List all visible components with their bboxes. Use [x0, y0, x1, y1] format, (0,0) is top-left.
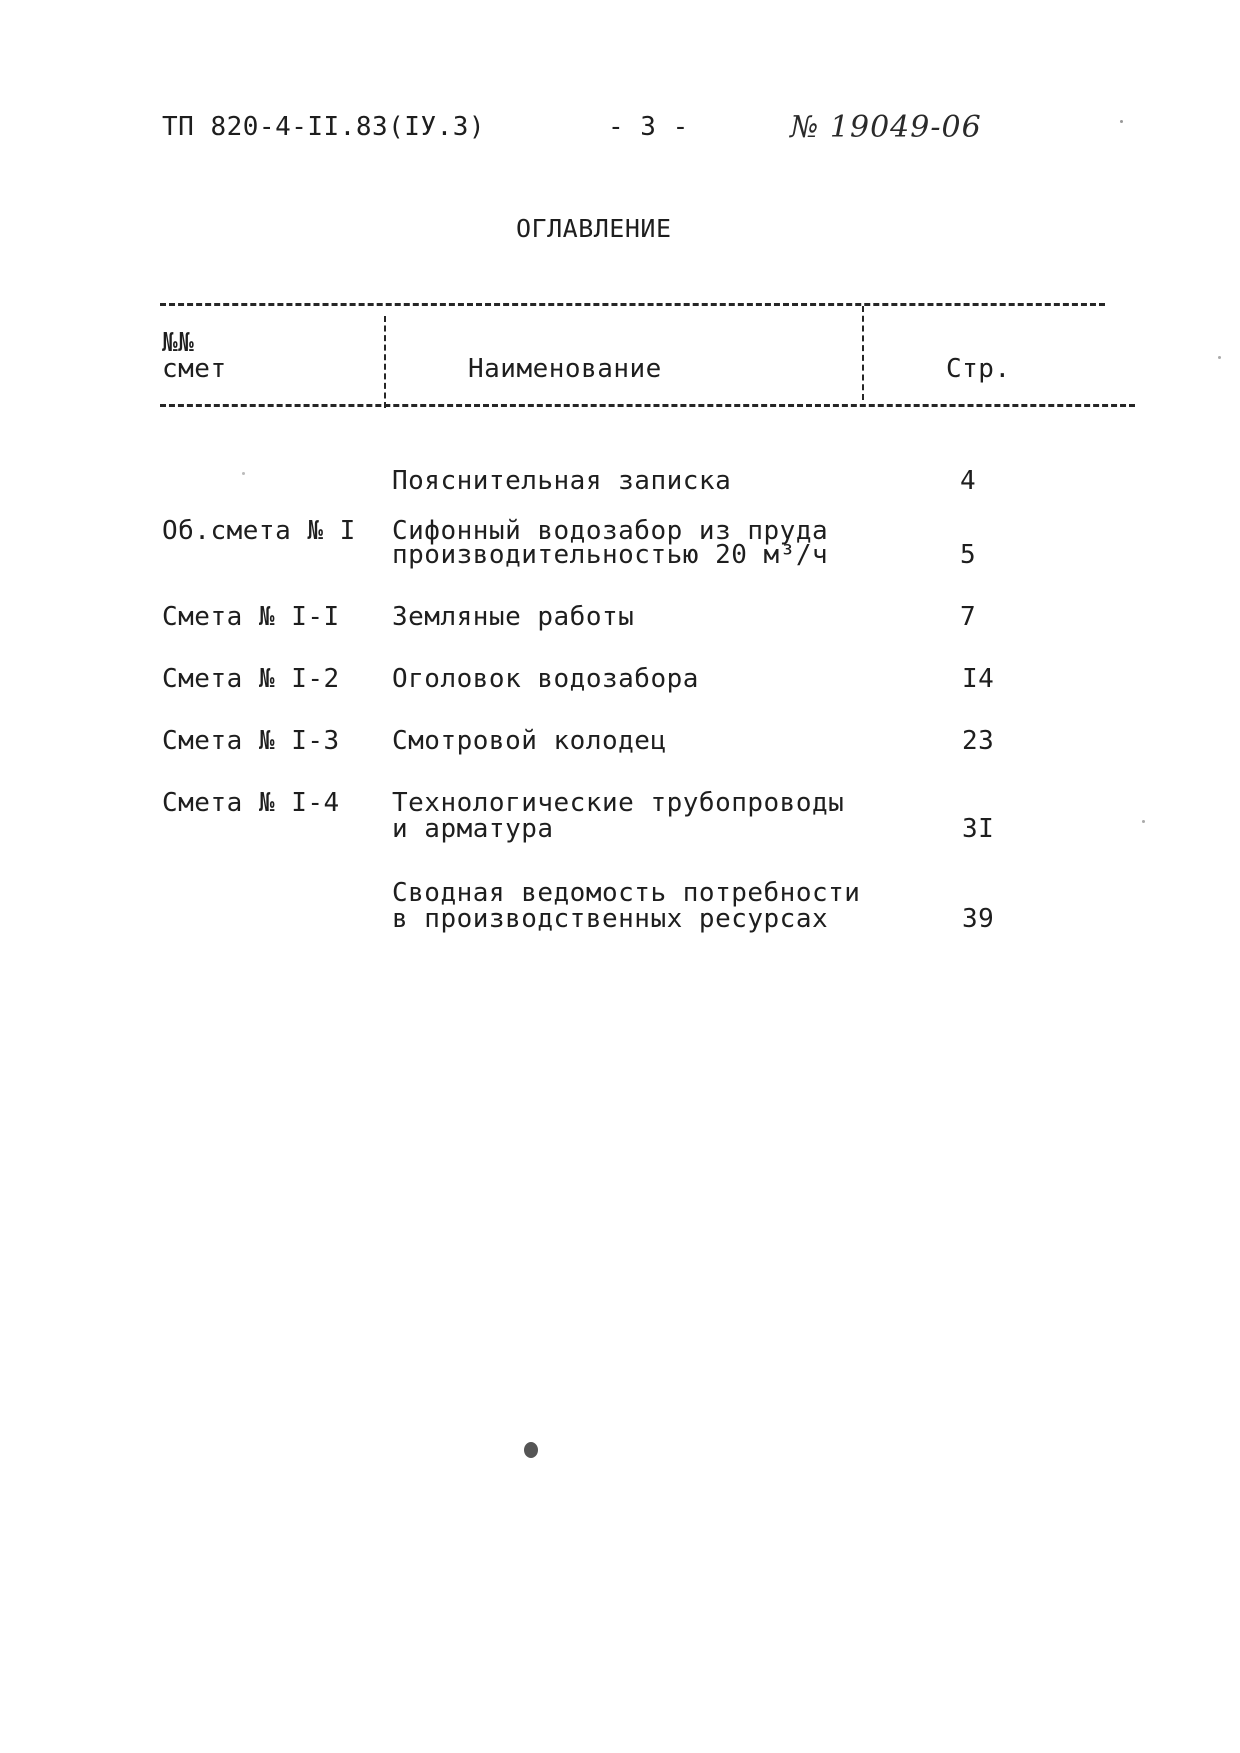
scan-speck: [524, 1442, 538, 1458]
header-col-number-line2: смет: [162, 354, 227, 384]
row-name-line1: Технологические трубопроводы: [392, 788, 845, 818]
scan-speck: [242, 472, 245, 475]
row-name-line2: производительностью 20 м³/ч: [392, 540, 829, 570]
row-name-line1: Сводная ведомость потребности: [392, 878, 861, 908]
row-name-line1: Смотровой колодец: [392, 726, 667, 756]
row-name-line1: Сифонный водозабор из пруда: [392, 516, 829, 546]
scan-speck: [1142, 820, 1145, 823]
header-col-page: Стр.: [946, 354, 1011, 384]
column-divider-left: [384, 316, 386, 408]
row-code: Об.смета № I: [162, 516, 356, 546]
table-header-bottom-rule: [160, 404, 1135, 407]
row-page: 23: [962, 726, 995, 756]
page-number: - 3 -: [608, 112, 689, 142]
page-title: ОГЛАВЛЕНИЕ: [516, 214, 672, 243]
row-page: 4: [960, 466, 977, 496]
header-col-number: [162, 330, 227, 382]
row-name-line2: в производственных ресурсах: [392, 904, 829, 934]
row-page: I4: [962, 664, 995, 694]
inventory-number: № 19049-06: [790, 110, 982, 145]
row-code: Смета № I-4: [162, 788, 340, 818]
scan-speck: [1120, 120, 1123, 123]
row-code: Смета № I-2: [162, 664, 340, 694]
row-name-line2: и арматура: [392, 814, 554, 844]
row-page: 3I: [962, 814, 995, 844]
scan-speck: [1218, 356, 1221, 359]
column-divider-right: [862, 306, 864, 400]
row-code: Смета № I-I: [162, 602, 340, 632]
row-name-line1: Оголовок водозабора: [392, 664, 699, 694]
header-col-number-line1: №№: [162, 328, 195, 358]
row-name-line1: Земляные работы: [392, 602, 635, 632]
row-page: 7: [960, 602, 977, 632]
header-col-name: Наименование: [468, 354, 662, 384]
document-code: ТП 820-4-II.83(IУ.3): [162, 112, 486, 142]
row-page: 39: [962, 904, 995, 934]
table-top-rule: [160, 303, 1105, 306]
row-name-line1: Пояснительная записка: [392, 466, 732, 496]
row-code: Смета № I-3: [162, 726, 340, 756]
row-page: 5: [960, 540, 977, 570]
